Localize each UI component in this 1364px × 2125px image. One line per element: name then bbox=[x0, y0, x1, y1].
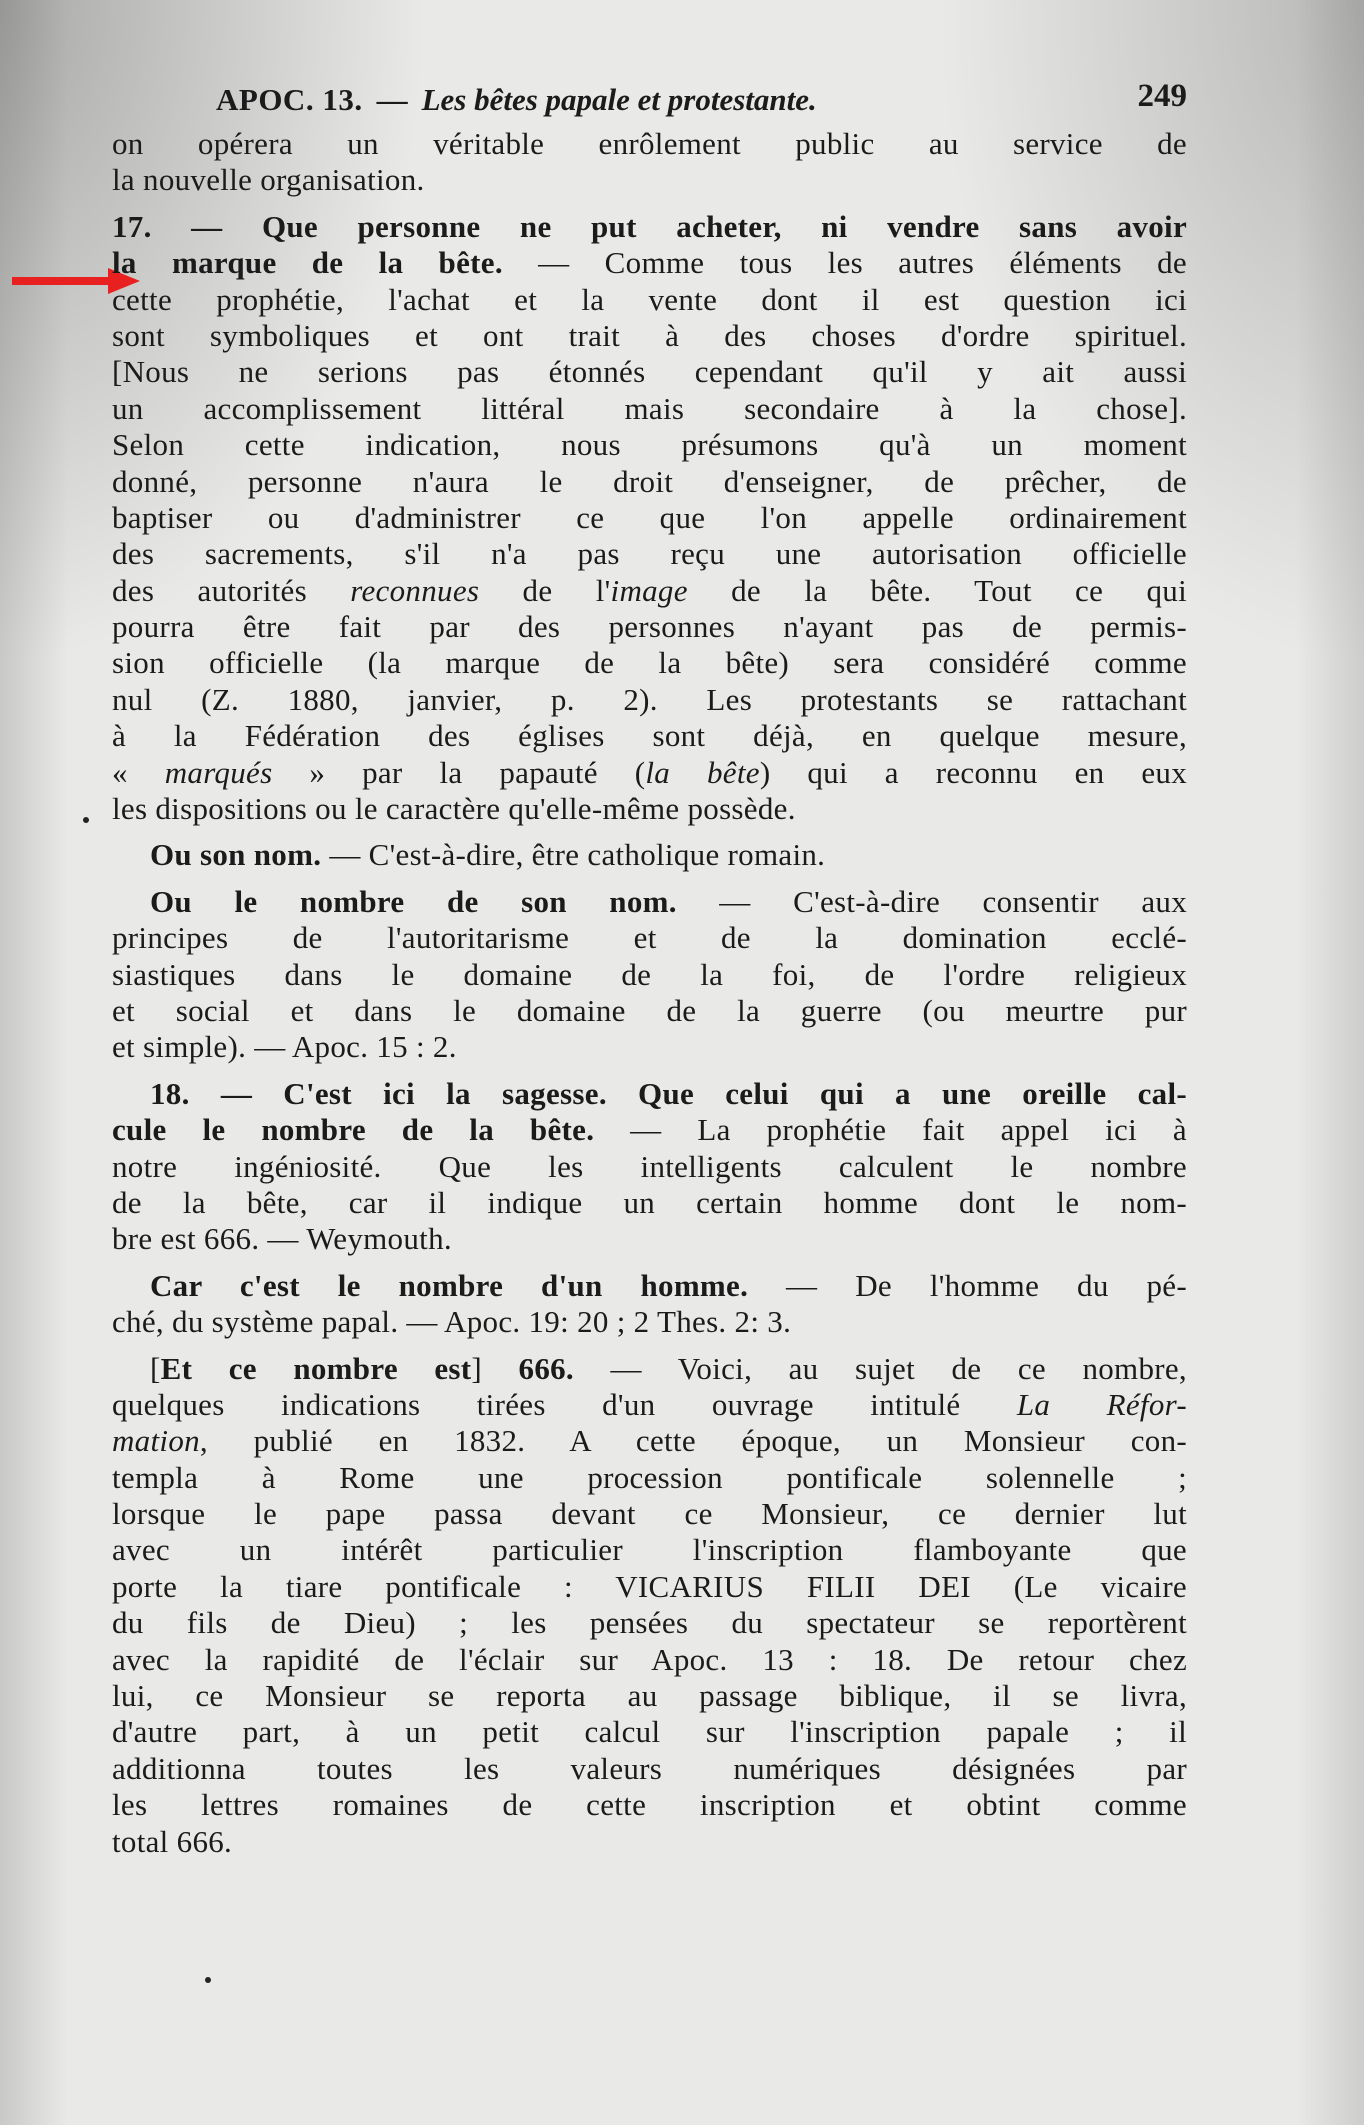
text-segment: — La prophétie fait appel ici à bbox=[594, 1112, 1187, 1148]
italic-text: marqués bbox=[164, 754, 273, 790]
bold-text: la marque de la bête. bbox=[112, 245, 503, 281]
text-line bbox=[112, 1112, 1187, 1148]
text-segment: des sacrements, s'il n'a pas reçu une autorisation officielle bbox=[112, 536, 1187, 572]
text-segment: , publié en 1832. A cette époque, un Monsieur con- bbox=[199, 1423, 1187, 1459]
text-segment: cette prophétie, l'achat et la vente dont il est question ici bbox=[112, 281, 1187, 317]
body-text bbox=[112, 126, 1187, 1860]
text-line bbox=[112, 1029, 1187, 1065]
text-segment: quelques indications tirées d'un ouvrage intitulé bbox=[112, 1386, 1017, 1422]
text-segment: sion officielle (la marque de la bête) sera considéré comme bbox=[112, 645, 1187, 681]
scan-speck bbox=[205, 1977, 211, 1983]
page-number: 249 bbox=[1137, 78, 1187, 114]
text-line bbox=[112, 162, 1187, 198]
text-segment: sont symboliques et ont trait à des choses d'ordre spirituel. bbox=[112, 317, 1187, 353]
text-segment: — Voici, au sujet de ce nombre, bbox=[573, 1350, 1187, 1386]
text-line bbox=[112, 645, 1187, 681]
text-line bbox=[112, 391, 1187, 427]
text-line bbox=[112, 282, 1187, 318]
text-line bbox=[112, 993, 1187, 1029]
text-line bbox=[112, 1824, 1187, 1860]
paragraph bbox=[112, 126, 1187, 199]
bold-text: Car c'est le nombre d'un homme. bbox=[150, 1267, 749, 1303]
paragraph bbox=[112, 1076, 1187, 1258]
text-segment: Selon cette indication, nous présumons qu'à un moment bbox=[112, 427, 1187, 463]
text-segment: et simple). — Apoc. 15 : 2. bbox=[112, 1029, 457, 1065]
text-segment: la nouvelle organisation. bbox=[112, 162, 425, 198]
text-segment: les dispositions ou le caractère qu'elle-même possède. bbox=[112, 791, 796, 827]
bold-text: cule le nombre de la bête. bbox=[112, 1112, 595, 1148]
text-line bbox=[112, 718, 1187, 754]
text-line bbox=[112, 1532, 1187, 1568]
text-line bbox=[112, 536, 1187, 572]
text-line bbox=[112, 1423, 1187, 1459]
text-segment: donné, personne n'aura le droit d'enseigner, de prêcher, de bbox=[112, 463, 1187, 499]
text-line bbox=[112, 682, 1187, 718]
text-line bbox=[112, 573, 1187, 609]
text-line bbox=[112, 1787, 1187, 1823]
text-segment: du fils de Dieu) ; les pensées du spectateur se reportèrent bbox=[112, 1605, 1187, 1641]
header-title: Les bêtes papale et protestante. bbox=[421, 82, 817, 117]
text-segment: total 666. bbox=[112, 1823, 233, 1859]
text-line bbox=[112, 1076, 1187, 1112]
text-segment: bre est 666. — Weymouth. bbox=[112, 1221, 452, 1257]
text-line bbox=[112, 427, 1187, 463]
header-dash: — bbox=[376, 82, 408, 117]
running-header bbox=[112, 70, 1187, 126]
text-segment: — C'est-à-dire consentir aux bbox=[676, 883, 1188, 919]
text-segment: d'autre part, à un petit calcul sur l'inscription papale ; il bbox=[112, 1714, 1187, 1750]
text-segment: additionna toutes les valeurs numériques désignées par bbox=[112, 1750, 1187, 1786]
bold-text: 18. — C'est ici la sagesse. Que celui qui a une oreille cal- bbox=[150, 1075, 1187, 1111]
header-chapter: APOC. 13. bbox=[216, 82, 363, 117]
text-segment: ] bbox=[471, 1350, 519, 1386]
text-line bbox=[112, 1714, 1187, 1750]
text-line bbox=[112, 318, 1187, 354]
text-line bbox=[112, 1678, 1187, 1714]
text-line bbox=[112, 1605, 1187, 1641]
text-segment: ) qui a reconnu en eux bbox=[759, 754, 1187, 790]
text-line bbox=[112, 126, 1187, 162]
text-segment: nul (Z. 1880, janvier, p. 2). Les protestants se rattachant bbox=[112, 681, 1187, 717]
text-line bbox=[112, 1185, 1187, 1221]
paragraph bbox=[112, 837, 1187, 873]
bold-text: Et ce nombre est bbox=[160, 1350, 472, 1386]
text-segment: baptiser ou d'administrer ce que l'on appelle ordinairement bbox=[112, 499, 1187, 535]
text-line bbox=[112, 1268, 1187, 1304]
text-segment: un accomplissement littéral mais secondaire à la chose]. bbox=[112, 390, 1187, 426]
text-segment: « bbox=[112, 754, 165, 790]
paragraph bbox=[112, 884, 1187, 1066]
text-segment: à la Fédération des églises sont déjà, en quelque mesure, bbox=[112, 718, 1187, 754]
text-segment: avec un intérêt particulier l'inscription flamboyante que bbox=[112, 1532, 1187, 1568]
italic-text: mation bbox=[112, 1423, 200, 1459]
text-line bbox=[112, 920, 1187, 956]
text-segment: lorsque le pape passa devant ce Monsieur, ce dernier lut bbox=[112, 1496, 1187, 1532]
text-line bbox=[112, 1221, 1187, 1257]
header-left bbox=[216, 82, 817, 118]
text-line bbox=[112, 464, 1187, 500]
text-segment: de la bête, car il indique un certain homme dont le nom- bbox=[112, 1184, 1187, 1220]
text-segment: des autorités bbox=[112, 572, 351, 608]
text-line bbox=[112, 1387, 1187, 1423]
text-segment: porte la tiare pontificale : VICARIUS FILII DEI (Le vicaire bbox=[112, 1568, 1187, 1604]
bold-text: 17. — Que personne ne put acheter, ni vendre sans avoir bbox=[112, 208, 1187, 244]
text-segment: les lettres romaines de cette inscription et obtint comme bbox=[112, 1787, 1187, 1823]
text-line bbox=[112, 1351, 1187, 1387]
arrow-shaft bbox=[12, 277, 112, 285]
text-segment: de la bête. Tout ce qui bbox=[687, 572, 1187, 608]
text-segment: siastiques dans le domaine de la foi, de l'ordre religieux bbox=[112, 956, 1187, 992]
text-line bbox=[112, 354, 1187, 390]
text-segment: on opérera un véritable enrôlement public au service de bbox=[112, 126, 1187, 161]
scan-speck bbox=[83, 817, 89, 823]
text-line bbox=[112, 791, 1187, 827]
italic-text: La Réfor- bbox=[1016, 1386, 1187, 1422]
text-segment: [Nous ne serions pas étonnés cependant qu'il y ait aussi bbox=[112, 354, 1187, 390]
text-line bbox=[112, 245, 1187, 281]
text-segment: [ bbox=[150, 1350, 161, 1386]
text-line bbox=[112, 1304, 1187, 1340]
text-line bbox=[112, 209, 1187, 245]
text-line bbox=[112, 1569, 1187, 1605]
text-line bbox=[112, 1460, 1187, 1496]
text-line bbox=[112, 1642, 1187, 1678]
text-segment: » par la papauté ( bbox=[272, 754, 646, 790]
paragraph bbox=[112, 1351, 1187, 1860]
italic-text: la bête bbox=[645, 754, 760, 790]
text-segment: notre ingéniosité. Que les intelligents calculent le nombre bbox=[112, 1148, 1187, 1184]
text-line bbox=[112, 884, 1187, 920]
text-line bbox=[112, 957, 1187, 993]
text-line bbox=[112, 1149, 1187, 1185]
text-line bbox=[112, 755, 1187, 791]
text-segment: templa à Rome une procession pontificale solennelle ; bbox=[112, 1459, 1187, 1495]
paragraph bbox=[112, 1268, 1187, 1341]
bold-text: Ou son nom. bbox=[150, 837, 322, 873]
text-segment: — C'est-à-dire, être catholique romain. bbox=[321, 837, 826, 873]
paragraph bbox=[112, 209, 1187, 828]
italic-text: reconnues bbox=[350, 572, 480, 608]
text-segment: lui, ce Monsieur se reporta au passage biblique, il se livra, bbox=[112, 1678, 1187, 1714]
bold-text: 666. bbox=[518, 1350, 574, 1386]
text-segment: principes de l'autoritarisme et de la domination ecclé- bbox=[112, 920, 1187, 956]
text-segment: de l' bbox=[479, 572, 611, 608]
text-line bbox=[112, 1496, 1187, 1532]
text-segment: — Comme tous les autres éléments de bbox=[502, 245, 1187, 281]
text-segment: pourra être fait par des personnes n'ayant pas de permis- bbox=[112, 609, 1187, 645]
text-line bbox=[112, 609, 1187, 645]
text-segment: ché, du système papal. — Apoc. 19: 20 ; 2 Thes. 2: 3. bbox=[112, 1304, 792, 1340]
bold-text: Ou le nombre de son nom. bbox=[150, 883, 677, 919]
text-segment: et social et dans le domaine de la guerre (ou meurtre pur bbox=[112, 992, 1187, 1028]
text-segment: — De l'homme du pé- bbox=[748, 1267, 1187, 1303]
text-segment: avec la rapidité de l'éclair sur Apoc. 13 : 18. De retour chez bbox=[112, 1641, 1187, 1677]
text-line bbox=[112, 500, 1187, 536]
text-line bbox=[112, 837, 1187, 873]
italic-text: image bbox=[610, 572, 688, 608]
text-line bbox=[112, 1751, 1187, 1787]
book-page bbox=[112, 70, 1187, 1870]
